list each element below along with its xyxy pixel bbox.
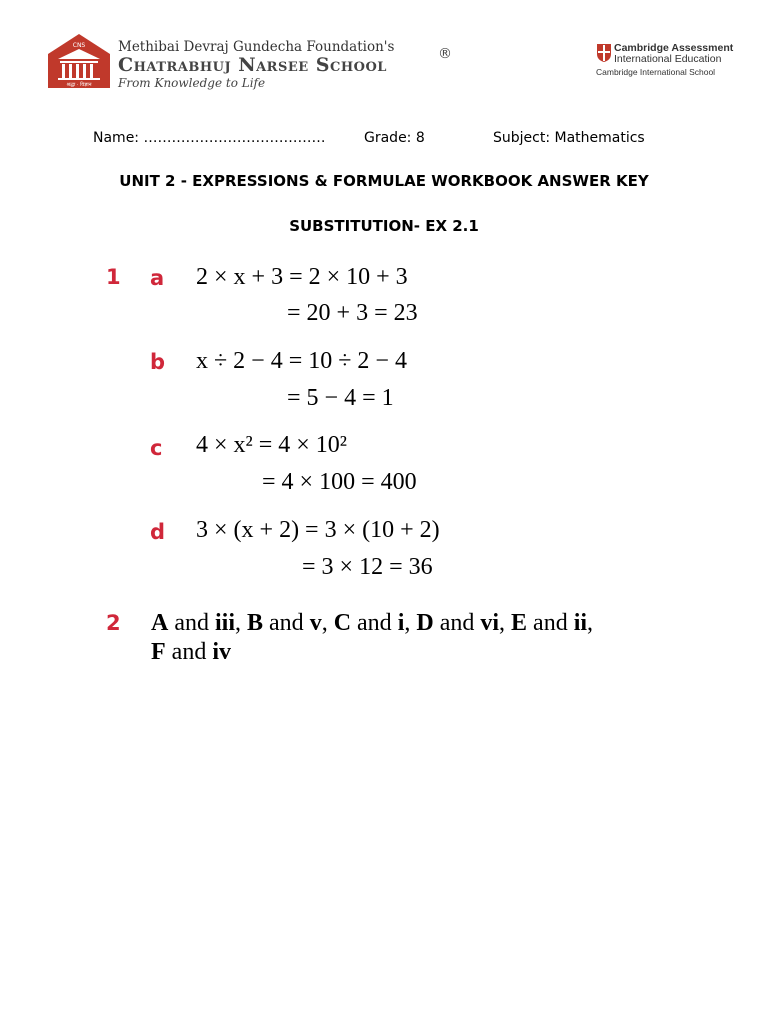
cambridge-line3: Cambridge International School bbox=[596, 67, 716, 77]
question-number: 1 bbox=[106, 265, 121, 289]
math-line: = 20 + 3 = 23 bbox=[287, 300, 418, 326]
subject-label: Subject: Mathematics bbox=[493, 130, 645, 146]
school-name: Chatrabhuj Narsee School bbox=[118, 54, 387, 76]
cambridge-line2: International Education bbox=[614, 53, 722, 65]
page-title: UNIT 2 - EXPRESSIONS & FORMULAE WORKBOOK ANSWER KEY bbox=[119, 172, 649, 190]
registered-mark: ® bbox=[438, 46, 452, 62]
math-line: 4 × x² = 4 × 10² bbox=[196, 432, 347, 458]
math-line: 2 × x + 3 = 2 × 10 + 3 bbox=[196, 264, 408, 290]
math-line: = 5 − 4 = 1 bbox=[287, 385, 394, 411]
foundation-name: Methibai Devraj Gundecha Foundation's bbox=[118, 39, 395, 55]
grade-label: Grade: 8 bbox=[364, 130, 425, 146]
match-answer: A and iii, B and v, C and i, D and vi, E and ii, F and iv bbox=[151, 610, 594, 665]
question-number: 2 bbox=[106, 611, 121, 635]
part-letter: a bbox=[150, 266, 165, 290]
name-field: Name: ………………………………… bbox=[93, 130, 326, 146]
part-letter: d bbox=[150, 520, 166, 544]
math-line: 3 × (x + 2) = 3 × (10 + 2) bbox=[196, 517, 440, 543]
page-subtitle: SUBSTITUTION- EX 2.1 bbox=[289, 217, 479, 235]
cambridge-line1: Cambridge Assessment bbox=[614, 42, 734, 54]
math-line: x ÷ 2 − 4 = 10 ÷ 2 − 4 bbox=[196, 348, 407, 374]
school-logo-icon bbox=[46, 32, 112, 90]
cambridge-shield-icon bbox=[596, 43, 612, 63]
logo-text: CNS bbox=[72, 42, 86, 49]
logo-motto: श्रद्धा · विज्ञान bbox=[66, 82, 92, 88]
math-line: = 4 × 100 = 400 bbox=[262, 469, 417, 495]
part-letter: c bbox=[150, 436, 163, 460]
part-letter: b bbox=[150, 350, 166, 374]
school-tagline: From Knowledge to Life bbox=[118, 76, 266, 90]
math-line: = 3 × 12 = 36 bbox=[302, 554, 433, 580]
